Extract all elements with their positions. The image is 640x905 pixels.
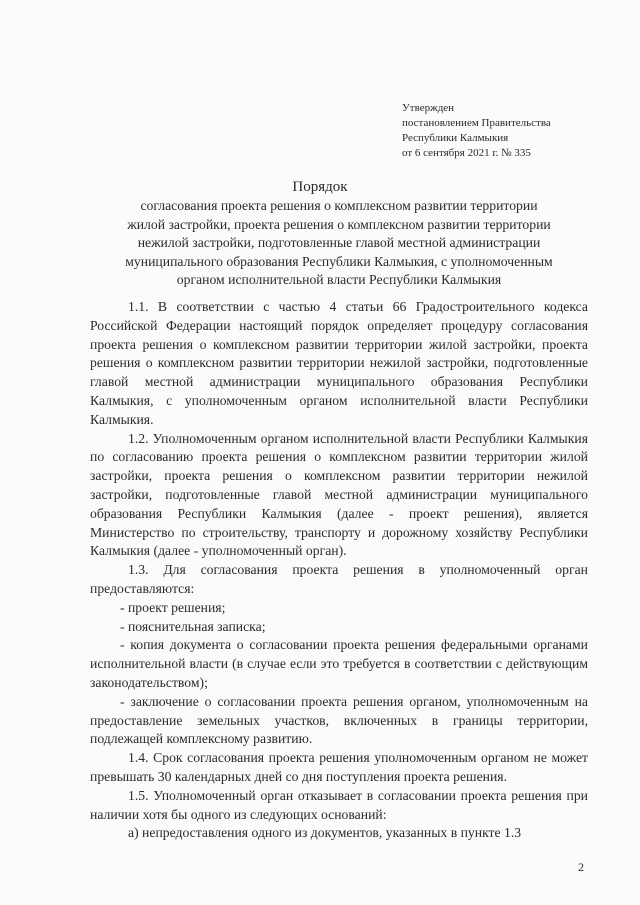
- paragraph-1-5: 1.5. Уполномоченный орган отказывает в согласовании проекта решения при наличии хотя бы одного из следующих оснований:: [90, 787, 588, 822]
- list-item: - пояснительная записка;: [120, 618, 266, 634]
- subtitle-line: жилой застройки, проекта решения о комплексном развитии территории: [127, 216, 551, 232]
- approval-stamp: [402, 101, 632, 161]
- approval-line: от 6 сентября 2021 г. № 335: [402, 147, 531, 159]
- document-subtitle: [90, 197, 588, 290]
- document-body: [90, 298, 588, 843]
- list-item: - заключение о согласовании проекта решения органом, уполномоченным на предоставление земельных участков, включенных в границы территории, подлежащей комплексному развитию.: [90, 693, 588, 747]
- list-item: - копия документа о согласовании проекта решения федеральными органами исполнительной власти (в случае если это требуется в соответствии с действующим законодательством);: [90, 637, 588, 690]
- paragraph-1-1: 1.1. В соответствии с частью 4 статьи 66 Градостроительного кодекса Российской Федерации настоящий порядок определяет процедуру согласования проекта решения о комплексном развитии территории жилой застройки, проекта решения о комплексном развитии территории нежилой застройки, подготовленные главой местной администрации муниципального образования Республики Калмыкия, с уполномоченным органом исполнительной власти Республики Калмыкия.: [90, 299, 588, 427]
- paragraph-1-3: 1.3. Для согласования проекта решения в уполномоченный орган предоставляются:: [90, 562, 588, 596]
- approval-line: постановлением Правительства: [402, 117, 551, 129]
- document-title: Порядок: [292, 179, 348, 195]
- approval-line: Республики Калмыкия: [402, 132, 509, 144]
- subtitle-line: нежилой застройки, подготовленные главой местной администрации: [137, 235, 541, 250]
- page-number: 2: [578, 860, 584, 874]
- subtitle-line: согласования проекта решения о комплексном развитии территории: [140, 198, 538, 213]
- subtitle-line: муниципального образования Республики Калмыкия, с уполномоченным: [125, 253, 553, 269]
- approval-line: Утвержден: [402, 102, 455, 114]
- subtitle-line: органом исполнительной власти Республики Калмыкия: [176, 272, 502, 287]
- list-item: - проект решения;: [120, 599, 226, 615]
- paragraph-1-4: 1.4. Срок согласования проекта решения уполномоченным органом не может превышать 30 календарных дней со дня поступления проекта решения.: [90, 750, 588, 784]
- paragraph-a: а) непредоставления одного из документов, указанных в пункте 1.3: [128, 825, 522, 841]
- paragraph-1-2: 1.2. Уполномоченным органом исполнительной власти Республики Калмыкия по согласованию проекта решения о комплексном развитии территории жилой застройки, проекта решения о комплексном развитии территории нежилой застройки, подготовленные главой местной администрации муниципального образования Республики Калмыкия (далее - проект решения), является Министерство по строительству, транспорту и дорожному хозяйству Республики Калмыкия (далее - уполномоченный орган).: [90, 430, 588, 559]
